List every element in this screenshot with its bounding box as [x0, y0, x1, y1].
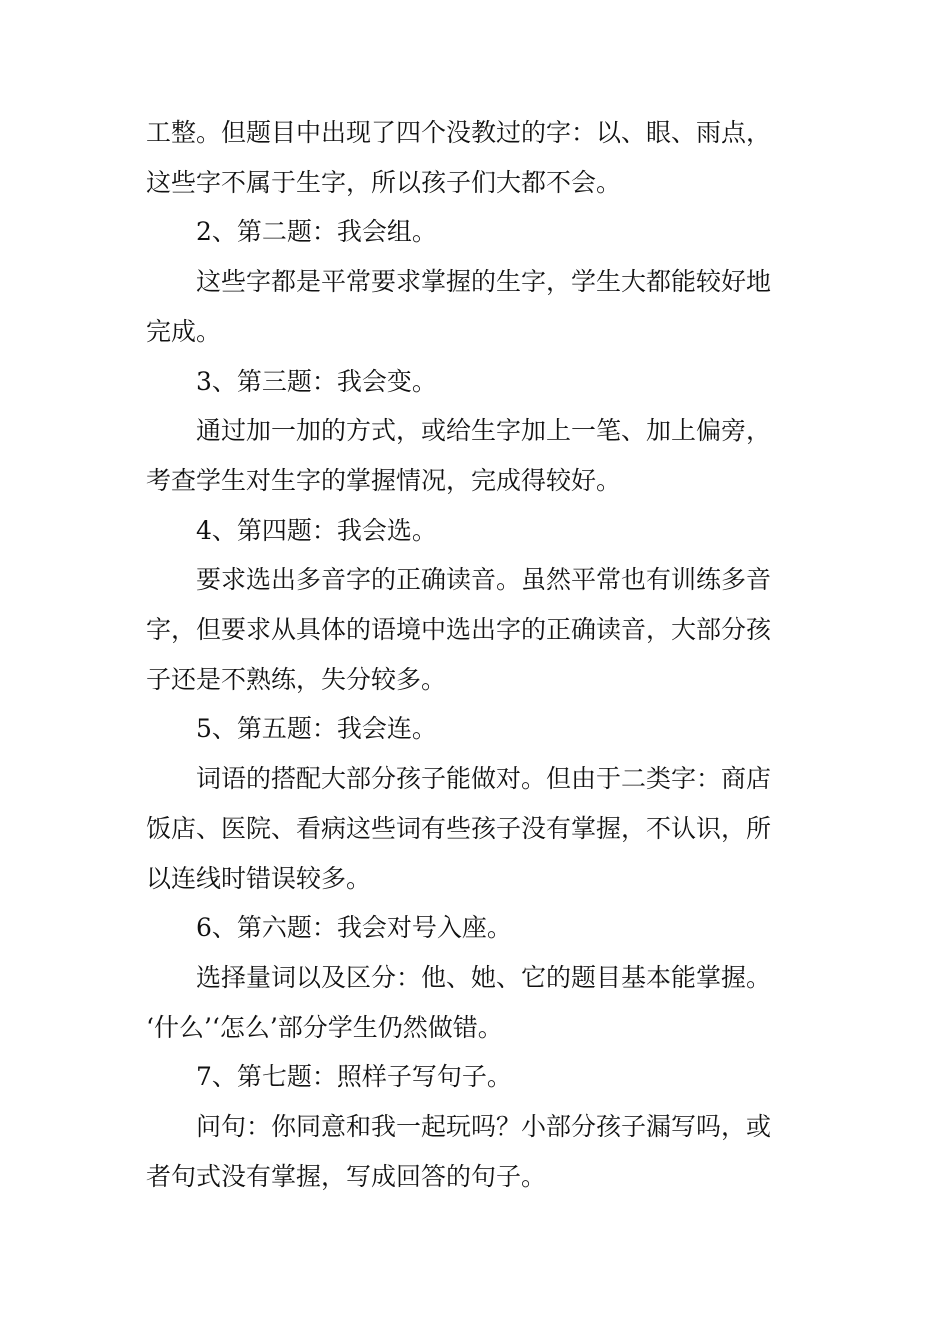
text-line: 字，但要求从具体的语境中选出字的正确读音，大部分孩	[146, 615, 772, 645]
text-line: 2、第二题：我会组。	[196, 217, 437, 247]
paragraph	[146, 704, 810, 754]
text-line: 6、第六题：我会对号入座。	[196, 913, 512, 943]
text-line: 词语的搭配大部分孩子能做对。但由于二类字：商店	[196, 764, 772, 794]
text-line: 要求选出多音字的正确读音。虽然平常也有训练多音	[196, 565, 772, 595]
text-line: 5、第五题：我会连。	[196, 714, 437, 744]
text-line: 这些字都是平常要求掌握的生字，学生大都能较好地	[196, 267, 772, 297]
paragraph	[146, 555, 810, 704]
paragraph	[146, 903, 810, 953]
paragraph	[146, 406, 810, 505]
text-line: 者句式没有掌握，写成回答的句子。	[146, 1161, 547, 1191]
text-line: 子还是不熟练，失分较多。	[146, 664, 447, 694]
text-line: 以连线时错误较多。	[146, 863, 372, 893]
text-line: 选择量词以及区分：他、她、它的题目基本能掌握。	[196, 962, 772, 992]
document-body	[146, 108, 810, 1201]
text-line: 考查学生对生字的掌握情况，完成得较好。	[146, 465, 622, 495]
text-line: 这些字不属于生字，所以孩子们大都不会。	[146, 167, 622, 197]
text-line: ‘什么’‘怎么’部分学生仍然做错。	[146, 1012, 503, 1042]
paragraph	[146, 506, 810, 556]
text-line: 饭店、医院、看病这些词有些孩子没有掌握，不认识，所	[146, 813, 772, 843]
paragraph	[146, 754, 810, 903]
paragraph	[146, 1052, 810, 1102]
paragraph	[146, 953, 810, 1052]
text-line: 3、第三题：我会变。	[196, 366, 437, 396]
text-line: 问句：你同意和我一起玩吗？小部分孩子漏写吗，或	[196, 1112, 772, 1142]
text-line: 4、第四题：我会选。	[196, 515, 437, 545]
text-line: 完成。	[146, 316, 222, 346]
text-line: 通过加一加的方式，或给生字加上一笔、加上偏旁，	[196, 416, 772, 446]
paragraph	[146, 108, 810, 207]
paragraph	[146, 207, 810, 257]
paragraph	[146, 357, 810, 407]
paragraph	[146, 1102, 810, 1201]
text-line: 工整。但题目中出现了四个没教过的字：以、眼、雨点，	[146, 118, 772, 147]
paragraph	[146, 257, 810, 356]
text-line: 7、第七题：照样子写句子。	[196, 1062, 512, 1092]
